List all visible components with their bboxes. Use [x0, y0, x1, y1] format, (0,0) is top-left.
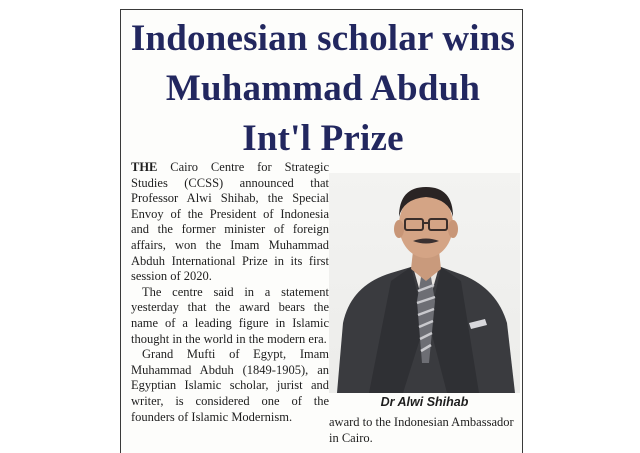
- left-column: [131, 160, 329, 425]
- right-column: [329, 415, 520, 446]
- paragraph-1: [131, 160, 329, 285]
- paragraph-3: Grand Mufti of Egypt, Imam Muhammad Abduh (1849-1905), an Egyptian Islamic scholar, jurist and writer, is considered one of the founders of Islamic Modernism.: [131, 347, 329, 424]
- photo-caption: Dr Alwi Shihab: [380, 395, 469, 409]
- newspaper-clipping: [120, 9, 523, 453]
- headline: Indonesian scholar wins Muhammad Abduh Int'l Prize: [130, 18, 516, 159]
- portrait-photo: [329, 173, 520, 393]
- portrait-illustration: [329, 173, 520, 393]
- paragraph-2: The centre said in a statement yesterday that the award bears the name of a leading figure in Islamic thought in the world in the modern era.: [131, 284, 329, 346]
- right-column-text: award to the Indonesian Ambassador in Cairo.: [329, 415, 514, 445]
- lead-word: THE: [131, 160, 158, 174]
- paragraph-1-text: Cairo Centre for Strategic Studies (CCSS) announced that Professor Alwi Shihab, the Special Envoy of the President of Indonesia and the former minister of foreign affairs, won the Imam Muhammad Abduh International Prize in its first session of 2020.: [131, 160, 329, 284]
